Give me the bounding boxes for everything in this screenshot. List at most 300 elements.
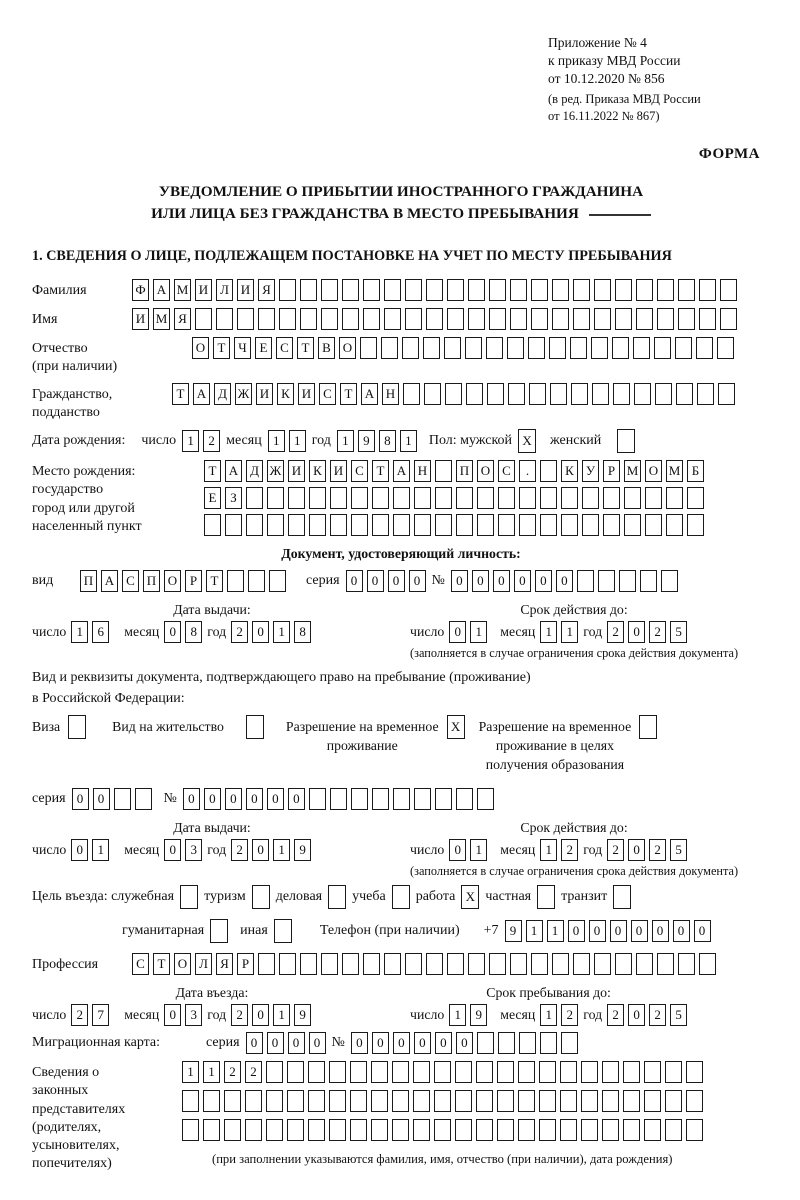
char-cell[interactable] (237, 308, 254, 330)
char-cell[interactable] (435, 788, 452, 810)
char-cell[interactable] (309, 788, 326, 810)
char-cell[interactable] (531, 279, 548, 301)
char-cell[interactable] (573, 953, 590, 975)
patronymic-input[interactable] (192, 337, 734, 359)
purpose-official-checkbox[interactable] (180, 885, 198, 909)
char-cell[interactable]: 1 (182, 1061, 199, 1083)
char-cell[interactable]: 0 (628, 1004, 645, 1026)
char-cell[interactable] (549, 337, 566, 359)
char-cell[interactable]: 1 (337, 430, 354, 452)
char-cell[interactable] (245, 1119, 262, 1141)
char-cell[interactable] (300, 953, 317, 975)
char-cell[interactable] (363, 308, 380, 330)
char-cell[interactable] (426, 279, 443, 301)
char-cell[interactable] (434, 1061, 451, 1083)
char-cell[interactable] (204, 514, 221, 536)
char-cell[interactable] (552, 279, 569, 301)
sex-female-checkbox[interactable] (617, 429, 635, 453)
char-cell[interactable] (518, 1090, 535, 1112)
char-cell[interactable] (434, 1090, 451, 1112)
char-cell[interactable]: Т (372, 460, 389, 482)
char-cell[interactable] (678, 953, 695, 975)
char-cell[interactable]: 0 (246, 788, 263, 810)
char-cell[interactable]: Л (195, 953, 212, 975)
char-cell[interactable]: Т (153, 953, 170, 975)
char-cell[interactable]: 0 (246, 1032, 263, 1054)
char-cell[interactable] (447, 308, 464, 330)
char-cell[interactable] (455, 1090, 472, 1112)
char-cell[interactable]: 0 (556, 570, 573, 592)
char-cell[interactable]: Т (340, 383, 357, 405)
purpose-humanitarian-checkbox[interactable] (210, 919, 228, 943)
char-cell[interactable] (135, 788, 152, 810)
char-cell[interactable] (591, 337, 608, 359)
char-cell[interactable]: 0 (456, 1032, 473, 1054)
char-cell[interactable] (602, 1061, 619, 1083)
char-cell[interactable]: 0 (93, 788, 110, 810)
char-cell[interactable]: С (498, 460, 515, 482)
char-cell[interactable]: А (361, 383, 378, 405)
char-cell[interactable] (435, 514, 452, 536)
entry-month-input[interactable] (164, 1004, 202, 1026)
char-cell[interactable] (308, 1061, 325, 1083)
char-cell[interactable]: 9 (294, 839, 311, 861)
char-cell[interactable]: И (288, 460, 305, 482)
char-cell[interactable] (657, 279, 674, 301)
char-cell[interactable] (594, 953, 611, 975)
char-cell[interactable] (477, 514, 494, 536)
char-cell[interactable]: С (276, 337, 293, 359)
char-cell[interactable] (300, 308, 317, 330)
char-cell[interactable] (216, 308, 233, 330)
char-cell[interactable] (529, 383, 546, 405)
char-cell[interactable] (224, 1090, 241, 1112)
char-cell[interactable]: 1 (449, 1004, 466, 1026)
char-cell[interactable]: О (174, 953, 191, 975)
char-cell[interactable] (309, 514, 326, 536)
char-cell[interactable]: О (192, 337, 209, 359)
char-cell[interactable] (287, 1061, 304, 1083)
char-cell[interactable]: 0 (372, 1032, 389, 1054)
char-cell[interactable]: С (132, 953, 149, 975)
char-cell[interactable]: А (153, 279, 170, 301)
char-cell[interactable]: 0 (164, 621, 181, 643)
char-cell[interactable] (330, 487, 347, 509)
char-cell[interactable] (581, 1090, 598, 1112)
char-cell[interactable] (720, 308, 737, 330)
char-cell[interactable]: А (193, 383, 210, 405)
permit-seriya-input[interactable] (72, 788, 152, 810)
char-cell[interactable]: 1 (400, 430, 417, 452)
char-cell[interactable] (531, 953, 548, 975)
purpose-business-checkbox[interactable] (328, 885, 346, 909)
char-cell[interactable]: 0 (652, 920, 669, 942)
char-cell[interactable] (613, 383, 630, 405)
stay-year-input[interactable] (607, 1004, 687, 1026)
char-cell[interactable] (561, 487, 578, 509)
phone-input[interactable] (505, 920, 711, 942)
char-cell[interactable]: 2 (649, 621, 666, 643)
char-cell[interactable] (696, 337, 713, 359)
char-cell[interactable]: М (666, 460, 683, 482)
char-cell[interactable]: 5 (670, 839, 687, 861)
id-valid-year-input[interactable] (607, 621, 687, 643)
char-cell[interactable]: 5 (670, 621, 687, 643)
char-cell[interactable] (477, 487, 494, 509)
char-cell[interactable] (665, 1090, 682, 1112)
char-cell[interactable] (447, 953, 464, 975)
char-cell[interactable]: 3 (185, 1004, 202, 1026)
char-cell[interactable] (676, 383, 693, 405)
char-cell[interactable] (539, 1061, 556, 1083)
id-type-input[interactable] (80, 570, 286, 592)
char-cell[interactable] (351, 788, 368, 810)
char-cell[interactable]: 0 (568, 920, 585, 942)
char-cell[interactable] (329, 1119, 346, 1141)
char-cell[interactable] (279, 279, 296, 301)
char-cell[interactable] (203, 1090, 220, 1112)
char-cell[interactable] (371, 1061, 388, 1083)
char-cell[interactable] (661, 570, 678, 592)
char-cell[interactable] (602, 1090, 619, 1112)
char-cell[interactable]: 2 (649, 839, 666, 861)
char-cell[interactable]: 9 (470, 1004, 487, 1026)
char-cell[interactable] (321, 308, 338, 330)
char-cell[interactable] (413, 1119, 430, 1141)
char-cell[interactable] (384, 308, 401, 330)
char-cell[interactable] (497, 1090, 514, 1112)
char-cell[interactable]: 0 (225, 788, 242, 810)
mig-seriya-input[interactable] (246, 1032, 326, 1054)
char-cell[interactable] (644, 1090, 661, 1112)
char-cell[interactable] (342, 279, 359, 301)
char-cell[interactable]: Я (216, 953, 233, 975)
char-cell[interactable]: 2 (561, 839, 578, 861)
char-cell[interactable] (225, 514, 242, 536)
char-cell[interactable] (279, 953, 296, 975)
char-cell[interactable] (623, 1119, 640, 1141)
char-cell[interactable] (363, 279, 380, 301)
char-cell[interactable]: Н (382, 383, 399, 405)
char-cell[interactable]: И (132, 308, 149, 330)
char-cell[interactable]: К (277, 383, 294, 405)
birth-month-input[interactable] (268, 430, 306, 452)
birth-year-input[interactable] (337, 430, 417, 452)
char-cell[interactable]: 0 (351, 1032, 368, 1054)
char-cell[interactable] (266, 1119, 283, 1141)
char-cell[interactable] (581, 1061, 598, 1083)
char-cell[interactable]: Р (603, 460, 620, 482)
char-cell[interactable]: 1 (203, 1061, 220, 1083)
char-cell[interactable]: П (456, 460, 473, 482)
char-cell[interactable] (675, 337, 692, 359)
char-cell[interactable] (476, 1090, 493, 1112)
char-cell[interactable] (426, 308, 443, 330)
entry-day-input[interactable] (71, 1004, 109, 1026)
char-cell[interactable] (598, 570, 615, 592)
char-cell[interactable] (477, 788, 494, 810)
char-cell[interactable] (455, 1061, 472, 1083)
char-cell[interactable] (363, 953, 380, 975)
id-issue-year-input[interactable] (231, 621, 311, 643)
birthplace-input-row1[interactable] (204, 460, 704, 482)
char-cell[interactable] (258, 308, 275, 330)
char-cell[interactable]: 0 (183, 788, 200, 810)
char-cell[interactable]: 8 (379, 430, 396, 452)
char-cell[interactable] (498, 487, 515, 509)
char-cell[interactable] (518, 1119, 535, 1141)
char-cell[interactable] (434, 1119, 451, 1141)
char-cell[interactable] (195, 308, 212, 330)
id-seriya-input[interactable] (346, 570, 426, 592)
char-cell[interactable] (288, 514, 305, 536)
char-cell[interactable] (468, 308, 485, 330)
char-cell[interactable]: 1 (268, 430, 285, 452)
char-cell[interactable] (413, 1061, 430, 1083)
char-cell[interactable]: И (237, 279, 254, 301)
char-cell[interactable] (666, 514, 683, 536)
char-cell[interactable] (623, 1090, 640, 1112)
char-cell[interactable] (114, 788, 131, 810)
char-cell[interactable] (393, 514, 410, 536)
char-cell[interactable] (435, 460, 452, 482)
char-cell[interactable]: Я (258, 279, 275, 301)
char-cell[interactable] (686, 1090, 703, 1112)
char-cell[interactable]: 0 (346, 570, 363, 592)
char-cell[interactable] (300, 279, 317, 301)
char-cell[interactable]: У (582, 460, 599, 482)
char-cell[interactable] (372, 487, 389, 509)
char-cell[interactable]: Т (204, 460, 221, 482)
char-cell[interactable]: С (351, 460, 368, 482)
char-cell[interactable]: Т (172, 383, 189, 405)
char-cell[interactable]: Е (255, 337, 272, 359)
char-cell[interactable] (476, 1061, 493, 1083)
char-cell[interactable]: 1 (273, 621, 290, 643)
char-cell[interactable]: 9 (358, 430, 375, 452)
char-cell[interactable] (623, 1061, 640, 1083)
char-cell[interactable]: 8 (294, 621, 311, 643)
temporary-residence-checkbox[interactable]: X (447, 715, 465, 739)
char-cell[interactable] (654, 337, 671, 359)
char-cell[interactable]: 2 (607, 839, 624, 861)
char-cell[interactable] (573, 279, 590, 301)
char-cell[interactable] (636, 308, 653, 330)
char-cell[interactable] (487, 383, 504, 405)
char-cell[interactable]: 0 (72, 788, 89, 810)
char-cell[interactable]: О (645, 460, 662, 482)
char-cell[interactable] (330, 788, 347, 810)
char-cell[interactable]: 2 (224, 1061, 241, 1083)
char-cell[interactable] (279, 308, 296, 330)
char-cell[interactable] (392, 1119, 409, 1141)
char-cell[interactable]: 0 (628, 839, 645, 861)
id-issue-day-input[interactable] (71, 621, 109, 643)
char-cell[interactable] (384, 279, 401, 301)
char-cell[interactable]: Ж (235, 383, 252, 405)
char-cell[interactable] (665, 1061, 682, 1083)
char-cell[interactable] (497, 1061, 514, 1083)
char-cell[interactable] (519, 514, 536, 536)
char-cell[interactable] (498, 1032, 515, 1054)
char-cell[interactable] (266, 1061, 283, 1083)
char-cell[interactable] (539, 1119, 556, 1141)
temporary-residence-education-checkbox[interactable] (639, 715, 657, 739)
char-cell[interactable] (329, 1090, 346, 1112)
char-cell[interactable] (644, 1119, 661, 1141)
char-cell[interactable]: 5 (670, 1004, 687, 1026)
char-cell[interactable] (350, 1061, 367, 1083)
char-cell[interactable]: Б (687, 460, 704, 482)
char-cell[interactable] (519, 487, 536, 509)
char-cell[interactable] (405, 279, 422, 301)
char-cell[interactable] (468, 953, 485, 975)
char-cell[interactable] (560, 1119, 577, 1141)
char-cell[interactable] (308, 1119, 325, 1141)
char-cell[interactable] (602, 1119, 619, 1141)
char-cell[interactable]: 1 (540, 621, 557, 643)
char-cell[interactable] (321, 279, 338, 301)
char-cell[interactable]: 0 (71, 839, 88, 861)
char-cell[interactable] (392, 1061, 409, 1083)
purpose-work-checkbox[interactable]: X (461, 885, 479, 909)
representatives-input-row1[interactable] (182, 1061, 703, 1083)
char-cell[interactable]: О (339, 337, 356, 359)
char-cell[interactable]: Т (213, 337, 230, 359)
char-cell[interactable]: Е (204, 487, 221, 509)
char-cell[interactable] (246, 514, 263, 536)
char-cell[interactable] (350, 1119, 367, 1141)
char-cell[interactable] (435, 487, 452, 509)
char-cell[interactable] (561, 1032, 578, 1054)
char-cell[interactable]: 0 (252, 1004, 269, 1026)
char-cell[interactable] (426, 953, 443, 975)
char-cell[interactable] (342, 308, 359, 330)
char-cell[interactable] (518, 1061, 535, 1083)
char-cell[interactable]: 1 (92, 839, 109, 861)
char-cell[interactable] (540, 1032, 557, 1054)
char-cell[interactable]: О (477, 460, 494, 482)
char-cell[interactable] (571, 383, 588, 405)
char-cell[interactable] (414, 487, 431, 509)
char-cell[interactable] (489, 953, 506, 975)
char-cell[interactable] (466, 383, 483, 405)
char-cell[interactable] (248, 570, 265, 592)
char-cell[interactable] (539, 1090, 556, 1112)
char-cell[interactable]: 0 (288, 1032, 305, 1054)
citizenship-input[interactable] (172, 383, 735, 405)
char-cell[interactable] (447, 279, 464, 301)
char-cell[interactable] (308, 1090, 325, 1112)
char-cell[interactable] (287, 1090, 304, 1112)
char-cell[interactable]: 0 (673, 920, 690, 942)
char-cell[interactable] (666, 487, 683, 509)
char-cell[interactable] (594, 279, 611, 301)
char-cell[interactable] (372, 514, 389, 536)
char-cell[interactable] (624, 514, 641, 536)
residence-permit-checkbox[interactable] (246, 715, 264, 739)
char-cell[interactable] (413, 1090, 430, 1112)
char-cell[interactable] (645, 514, 662, 536)
char-cell[interactable]: 1 (470, 839, 487, 861)
char-cell[interactable] (456, 487, 473, 509)
profession-input[interactable] (132, 953, 716, 975)
char-cell[interactable] (510, 308, 527, 330)
char-cell[interactable]: Я (174, 308, 191, 330)
name-input[interactable] (132, 308, 737, 330)
char-cell[interactable] (392, 1090, 409, 1112)
char-cell[interactable]: Ч (234, 337, 251, 359)
char-cell[interactable] (615, 308, 632, 330)
char-cell[interactable]: 2 (203, 430, 220, 452)
char-cell[interactable]: 2 (607, 621, 624, 643)
mig-number-input[interactable] (351, 1032, 578, 1054)
char-cell[interactable] (267, 487, 284, 509)
char-cell[interactable]: 2 (71, 1004, 88, 1026)
stay-month-input[interactable] (540, 1004, 578, 1026)
char-cell[interactable] (350, 1090, 367, 1112)
stay-day-input[interactable] (449, 1004, 487, 1026)
char-cell[interactable] (371, 1119, 388, 1141)
char-cell[interactable] (476, 1119, 493, 1141)
char-cell[interactable]: 1 (561, 621, 578, 643)
char-cell[interactable] (477, 1032, 494, 1054)
char-cell[interactable] (456, 514, 473, 536)
char-cell[interactable] (445, 383, 462, 405)
char-cell[interactable] (592, 383, 609, 405)
char-cell[interactable] (699, 953, 716, 975)
char-cell[interactable]: 6 (92, 621, 109, 643)
char-cell[interactable] (381, 337, 398, 359)
char-cell[interactable] (329, 1061, 346, 1083)
char-cell[interactable]: 0 (414, 1032, 431, 1054)
char-cell[interactable]: 2 (607, 1004, 624, 1026)
char-cell[interactable] (309, 487, 326, 509)
char-cell[interactable]: Т (206, 570, 223, 592)
char-cell[interactable] (402, 337, 419, 359)
permit-issue-year-input[interactable] (231, 839, 311, 861)
char-cell[interactable] (468, 279, 485, 301)
char-cell[interactable]: 0 (514, 570, 531, 592)
char-cell[interactable]: И (195, 279, 212, 301)
char-cell[interactable]: М (174, 279, 191, 301)
char-cell[interactable]: 0 (535, 570, 552, 592)
char-cell[interactable]: Н (414, 460, 431, 482)
char-cell[interactable] (424, 383, 441, 405)
char-cell[interactable] (351, 487, 368, 509)
char-cell[interactable]: 1 (540, 839, 557, 861)
birthplace-input-row3[interactable] (204, 514, 704, 536)
char-cell[interactable] (697, 383, 714, 405)
char-cell[interactable]: 3 (185, 839, 202, 861)
char-cell[interactable]: 0 (610, 920, 627, 942)
char-cell[interactable]: Д (246, 460, 263, 482)
char-cell[interactable]: 0 (367, 570, 384, 592)
char-cell[interactable] (266, 1090, 283, 1112)
purpose-other-checkbox[interactable] (274, 919, 292, 943)
char-cell[interactable] (615, 953, 632, 975)
char-cell[interactable] (182, 1119, 199, 1141)
char-cell[interactable]: И (298, 383, 315, 405)
char-cell[interactable] (510, 279, 527, 301)
char-cell[interactable]: К (309, 460, 326, 482)
char-cell[interactable] (573, 308, 590, 330)
char-cell[interactable] (699, 308, 716, 330)
char-cell[interactable]: С (319, 383, 336, 405)
char-cell[interactable] (414, 514, 431, 536)
char-cell[interactable]: 0 (451, 570, 468, 592)
char-cell[interactable] (360, 337, 377, 359)
